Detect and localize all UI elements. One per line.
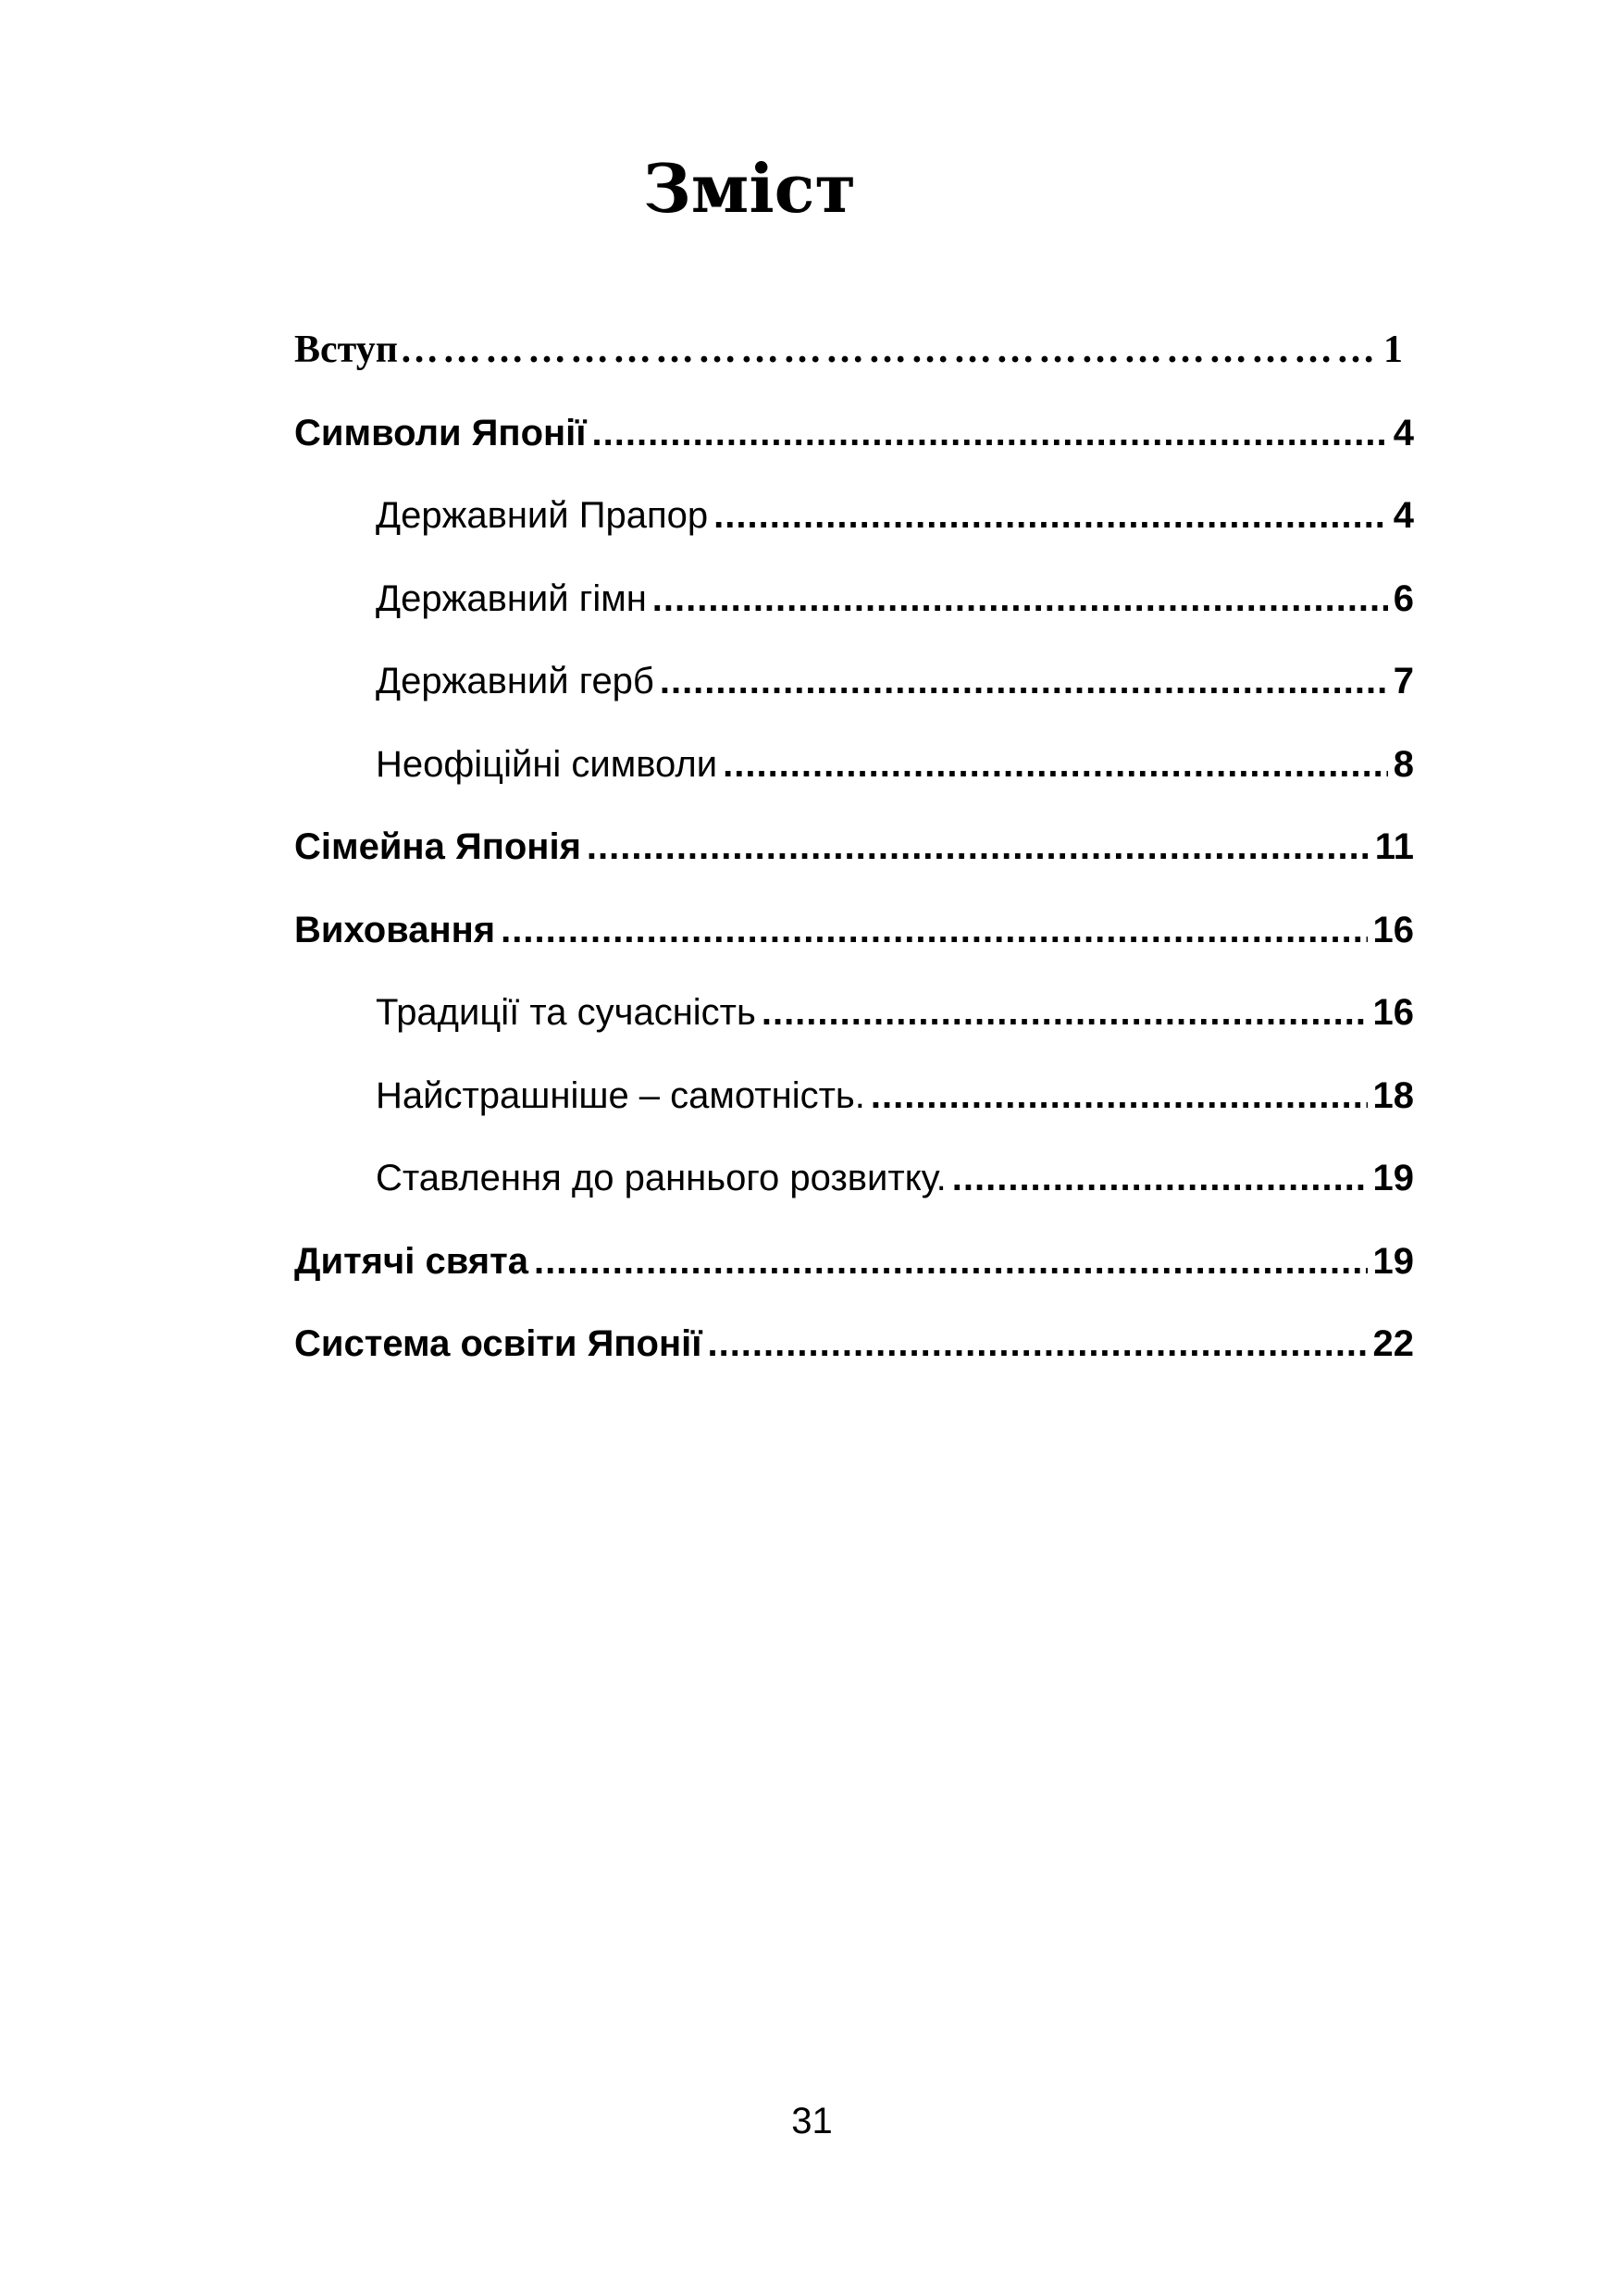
toc-entry-page: 18 [1372, 1075, 1414, 1116]
toc-entry-upbringing[interactable] [294, 902, 1414, 958]
toc-entry-label: Державний герб [376, 661, 654, 701]
toc-dot-leader [660, 653, 1388, 709]
toc-entry-intro[interactable] [294, 322, 1403, 378]
toc-entry-page: 1 [1383, 329, 1403, 371]
toc-entry-page: 7 [1393, 661, 1414, 701]
toc-dot-leader [534, 1234, 1368, 1289]
toc-dot-leader [713, 488, 1388, 543]
toc-entry-loneliness[interactable] [294, 1068, 1414, 1123]
toc-dot-leader [871, 1068, 1368, 1123]
toc-entry-label: Традиції та сучасність [376, 992, 756, 1033]
toc-entry-anthem[interactable] [294, 571, 1414, 627]
toc-entry-unofficial-symbols[interactable] [294, 737, 1414, 792]
toc-dot-leader [400, 322, 1382, 378]
table-of-contents [294, 0, 1414, 2296]
toc-dot-leader [592, 405, 1388, 461]
toc-entry-label: Ставлення до раннього розвитку. [376, 1158, 947, 1198]
toc-entry-flag[interactable] [294, 488, 1414, 543]
toc-entry-page: 16 [1372, 910, 1414, 950]
toc-entry-emblem[interactable] [294, 653, 1414, 709]
toc-entry-label: Дитячі свята [294, 1241, 528, 1282]
toc-dot-leader [652, 571, 1388, 627]
toc-entry-traditions[interactable] [294, 985, 1414, 1040]
toc-entry-page: 22 [1372, 1323, 1414, 1364]
toc-entry-page: 16 [1372, 992, 1414, 1033]
toc-entry-education-system[interactable] [294, 1316, 1414, 1371]
toc-entry-label: Сімейна Японія [294, 826, 581, 867]
toc-dot-leader [587, 819, 1370, 875]
toc-entry-early-development[interactable] [294, 1150, 1414, 1206]
toc-entry-label: Найстрашніше – самотність. [376, 1075, 865, 1116]
toc-entry-label: Виховання [294, 910, 496, 950]
toc-entry-label: Вступ [294, 329, 398, 371]
toc-entry-page: 11 [1374, 826, 1414, 867]
toc-entry-family[interactable] [294, 819, 1414, 875]
toc-entry-page: 19 [1372, 1241, 1414, 1282]
toc-entry-label: Державний Прапор [376, 495, 709, 536]
toc-entry-label: Система освіти Японії [294, 1323, 702, 1364]
toc-entry-page: 4 [1393, 495, 1414, 536]
toc-entry-page: 4 [1393, 413, 1414, 453]
toc-entry-page: 6 [1393, 578, 1414, 619]
toc-dot-leader [723, 737, 1388, 792]
toc-entry-label: Символи Японії [294, 413, 587, 453]
toc-dot-leader [762, 985, 1368, 1040]
toc-entry-childrens-holidays[interactable] [294, 1234, 1414, 1289]
toc-entry-page: 19 [1372, 1158, 1414, 1198]
toc-entry-label: Державний гімн [376, 578, 647, 619]
page-number: 31 [791, 2101, 833, 2141]
toc-dot-leader [501, 902, 1367, 958]
toc-dot-leader [952, 1150, 1368, 1206]
toc-entry-page: 8 [1393, 744, 1414, 785]
toc-entry-symbols[interactable] [294, 405, 1414, 461]
toc-dot-leader [707, 1316, 1367, 1371]
page-title: Зміст [642, 149, 857, 228]
toc-entry-label: Неофіційні символи [376, 744, 718, 785]
